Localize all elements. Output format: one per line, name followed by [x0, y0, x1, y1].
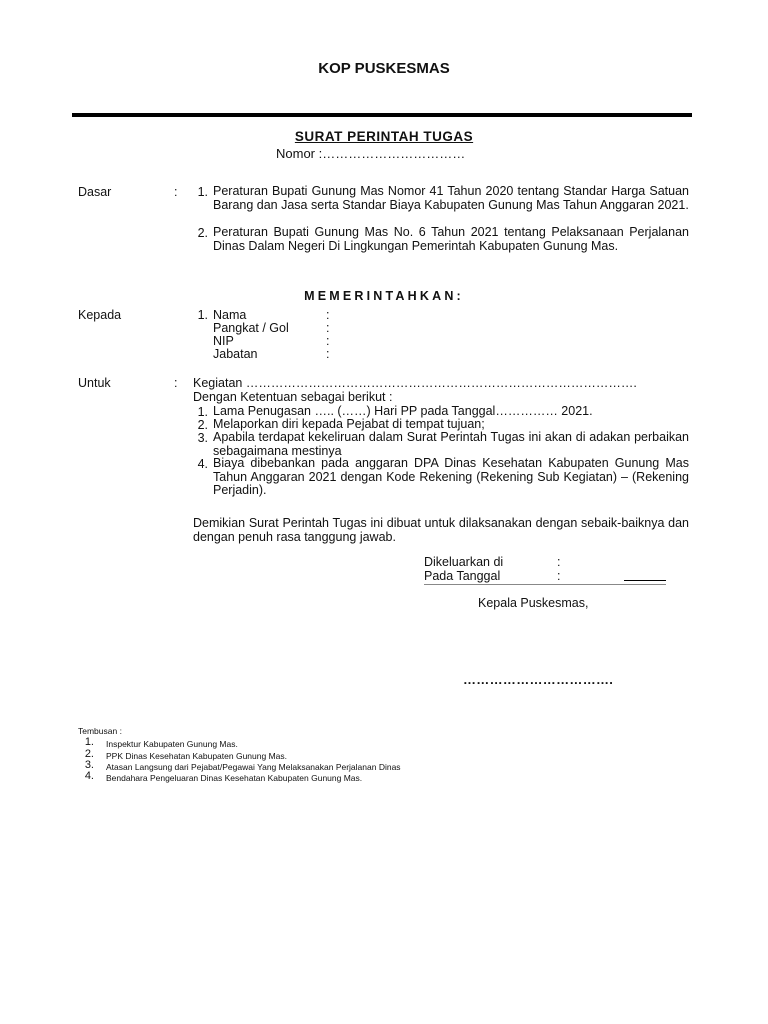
ketentuan-item-number: 3.: [197, 431, 208, 445]
ketentuan-item-number: 1.: [197, 405, 208, 419]
signatory-title: Kepala Puskesmas,: [478, 596, 589, 610]
tembusan-label: Tembusan :: [78, 726, 122, 736]
ketentuan-item-text: Apabila terdapat kekeliruan dalam Surat Perintah Tugas ini akan di adakan perbaikan sebagaimana mestinya: [213, 430, 689, 458]
field-label-jabatan: Jabatan: [213, 347, 258, 361]
tembusan-item-number: 2.: [84, 748, 94, 760]
tembusan-item-number: 3.: [84, 759, 94, 771]
document-title-text: SURAT PERINTAH TUGAS: [294, 129, 474, 144]
field-label-nip: NIP: [213, 334, 234, 348]
tembusan-item-text: Inspektur Kabupaten Gunung Mas.: [106, 739, 238, 749]
tembusan-item-text: Bendahara Pengeluaran Dinas Kesehatan Kabupaten Gunung Mas.: [106, 773, 363, 783]
signature-divider: [424, 584, 666, 585]
field-colon: :: [326, 321, 330, 335]
memerintahkan-heading: MEMERINTAHKAN:: [304, 289, 464, 303]
letterhead-rule: [72, 113, 692, 117]
issued-date-label: Pada Tanggal: [424, 569, 501, 583]
signatory-name: …………………………….: [463, 672, 614, 687]
document-number: Nomor :……………………………: [276, 146, 466, 161]
field-colon: :: [326, 334, 330, 348]
dasar-item-text: Peraturan Bupati Gunung Mas Nomor 41 Tahun 2020 tentang Standar Harga Satuan Barang dan Jasa serta Standar Biaya Kabupaten Gunung Mas Tahun Anggaran 2021.: [213, 184, 689, 212]
dasar-item-number: 1.: [197, 185, 208, 199]
letterhead-title: KOP PUSKESMAS: [318, 60, 450, 77]
kepada-number: 1.: [197, 308, 208, 322]
ketentuan-item-number: 2.: [197, 418, 208, 432]
ketentuan-item-text: Biaya dibebankan pada anggaran DPA Dinas Kesehatan Kabupaten Gunung Mas Tahun Anggaran 2021 dengan Kode Rekening (Rekening Sub Kegiatan) – (Rekening Perjadin).: [213, 456, 689, 497]
issued-date-colon: :: [557, 569, 561, 583]
field-label-pangkat: Pangkat / Gol: [213, 321, 289, 335]
tembusan-item-text: Atasan Langsung dari Pejabat/Pegawai Yang Melaksanakan Perjalanan Dinas: [106, 762, 401, 772]
tembusan-item-number: 4.: [84, 770, 94, 782]
ketentuan-item-text: Melaporkan diri kepada Pejabat di tempat tujuan;: [213, 417, 485, 431]
kepada-label: Kepada: [78, 308, 122, 322]
field-colon: :: [326, 308, 330, 322]
date-underline: [624, 580, 666, 581]
issued-at-label: Dikeluarkan di: [424, 555, 504, 569]
field-label-nama: Nama: [213, 308, 247, 322]
closing-paragraph: Demikian Surat Perintah Tugas ini dibuat untuk dilaksanakan dengan sebaik-baiknya dan dengan penuh rasa tanggung jawab.: [193, 516, 689, 544]
ketentuan-text: Dengan Ketentuan sebagai berikut :: [193, 390, 393, 404]
kegiatan-text: Kegiatan ………………………………………………………………………………….: [193, 376, 637, 390]
tembusan-item-text: PPK Dinas Kesehatan Kabupaten Gunung Mas.: [106, 751, 287, 761]
dasar-item-number: 2.: [197, 226, 208, 240]
document-title: [0, 129, 768, 144]
tembusan-item-number: 1.: [84, 736, 94, 748]
dasar-label: Dasar: [78, 185, 112, 199]
issued-at-colon: :: [557, 555, 561, 569]
ketentuan-item-number: 4.: [197, 457, 208, 471]
untuk-label: Untuk: [78, 376, 111, 390]
dasar-colon: :: [174, 185, 178, 199]
field-colon: :: [326, 347, 330, 361]
untuk-colon: :: [174, 376, 178, 390]
dasar-item-text: Peraturan Bupati Gunung Mas No. 6 Tahun 2021 tentang Pelaksanaan Perjalanan Dinas Dalam Negeri Di Lingkungan Pemerintah Kabupaten Gunung Mas.: [213, 225, 689, 253]
ketentuan-item-text: Lama Penugasan ….. (……) Hari PP pada Tanggal…………… 2021.: [213, 404, 593, 418]
